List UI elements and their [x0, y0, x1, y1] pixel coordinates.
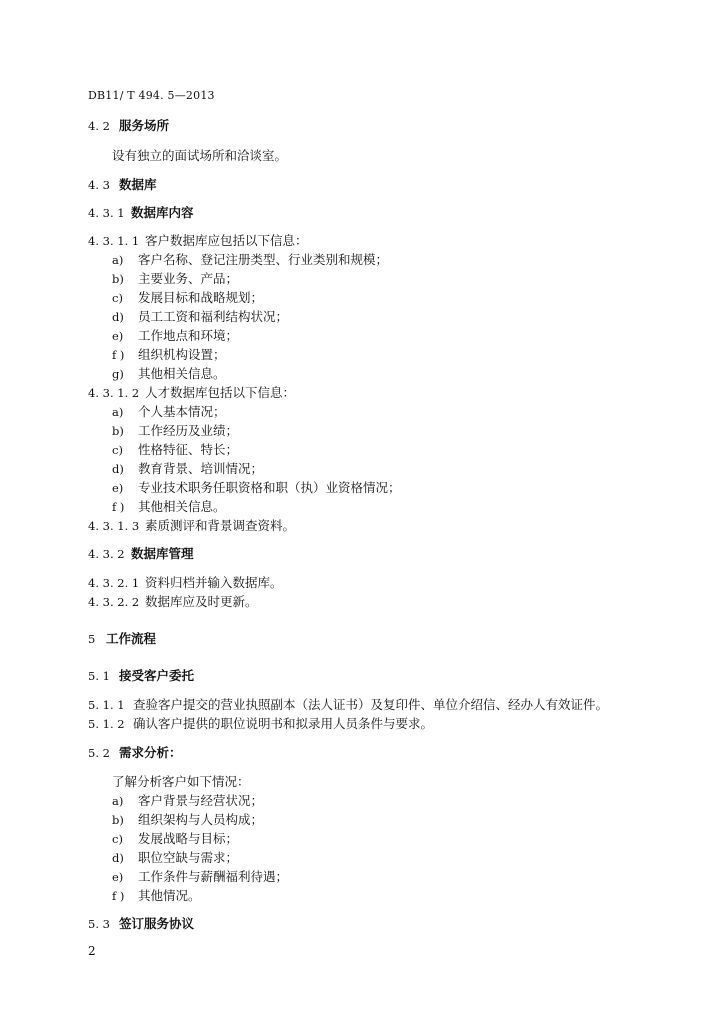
list-item: 主要业务、产品；	[138, 271, 239, 286]
list-letter: e)	[112, 481, 124, 495]
list-letter: c)	[112, 291, 123, 305]
clause-number: 4. 3. 2. 2	[88, 595, 140, 609]
list-letter: a)	[112, 405, 124, 419]
list-item: 员工工资和福利结构状况；	[138, 309, 289, 324]
section-title: 数据库内容	[131, 205, 194, 220]
section-number: 4. 3. 1	[88, 206, 125, 220]
section-number: 4. 3. 2	[88, 547, 125, 561]
list-letter: c)	[112, 832, 123, 846]
list-item: 客户名称、登记注册类型、行业类别和规模；	[138, 252, 389, 267]
clause-text: 素质测评和背景调查资料。	[145, 518, 296, 533]
section-number: 4. 3	[88, 178, 110, 192]
list-item: 教育背景、培训情况；	[138, 461, 264, 476]
list-item: 职位空缺与需求；	[138, 850, 239, 865]
list-letter: c)	[112, 443, 123, 457]
list-letter: a)	[112, 253, 124, 267]
section-number: 5. 3	[88, 917, 110, 931]
list-item: 发展战略与目标；	[138, 831, 239, 846]
list-letter: f )	[112, 500, 125, 514]
section-number: 5. 1	[88, 669, 110, 683]
section-title: 数据库管理	[131, 546, 194, 561]
section-title: 接受客户委托	[119, 668, 195, 683]
clause-text: 人才数据库包括以下信息：	[145, 385, 296, 400]
list-item: 其他相关信息。	[138, 366, 226, 381]
section-title: 签订服务协议	[119, 916, 195, 931]
list-letter: e)	[112, 870, 124, 884]
list-letter: d)	[112, 310, 124, 324]
list-letter: d)	[112, 462, 124, 476]
list-item: 其他情况。	[138, 888, 201, 903]
clause-number: 4. 3. 1. 3	[88, 519, 140, 533]
paragraph: 设有独立的面试场所和洽谈室。	[112, 148, 288, 163]
list-item: 组织机构设置；	[138, 347, 226, 362]
list-item: 性格特征、特长；	[138, 442, 239, 457]
page-number: 2	[88, 944, 96, 958]
list-letter: a)	[112, 794, 124, 808]
clause-number: 5. 1. 1	[88, 698, 125, 712]
clause-number: 4. 3. 1. 2	[88, 386, 140, 400]
list-item: 客户背景与经营状况；	[138, 793, 264, 808]
list-letter: f )	[112, 889, 125, 903]
chapter-number: 5	[88, 632, 96, 646]
list-item: 工作地点和环境；	[138, 328, 239, 343]
paragraph: 了解分析客户如下情况：	[112, 774, 250, 789]
section-title: 数据库	[119, 177, 157, 192]
list-item: 个人基本情况；	[138, 404, 226, 419]
clause-text: 确认客户提供的职位说明书和拟录用人员条件与要求。	[133, 716, 434, 731]
list-item: 工作条件与薪酬福利待遇；	[138, 869, 289, 884]
list-item: 工作经历及业绩；	[138, 423, 239, 438]
section-number: 5. 2	[88, 746, 110, 760]
list-item: 其他相关信息。	[138, 499, 226, 514]
list-item: 发展目标和战略规划；	[138, 290, 264, 305]
standard-header: DB11/ T 494. 5—2013	[88, 89, 215, 102]
clause-number: 5. 1. 2	[88, 717, 125, 731]
clause-text: 客户数据库应包括以下信息：	[145, 233, 308, 248]
clause-number: 4. 3. 2. 1	[88, 576, 140, 590]
list-letter: b)	[112, 424, 124, 438]
clause-text: 查验客户提交的营业执照副本（法人证书）及复印件、单位介绍信、经办人有效证件。	[133, 697, 609, 712]
list-letter: b)	[112, 272, 124, 286]
clause-number: 4. 3. 1. 1	[88, 234, 140, 248]
list-letter: f )	[112, 348, 125, 362]
list-letter: e)	[112, 329, 124, 343]
section-title: 服务场所	[119, 118, 170, 133]
section-number: 4. 2	[88, 119, 110, 133]
clause-text: 数据库应及时更新。	[145, 594, 258, 609]
list-letter: g)	[112, 367, 124, 381]
chapter-title: 工作流程	[106, 631, 157, 646]
list-letter: b)	[112, 813, 124, 827]
list-letter: d)	[112, 851, 124, 865]
clause-text: 资料归档并输入数据库。	[145, 575, 283, 590]
list-item: 专业技术职务任职资格和职（执）业资格情况；	[138, 480, 401, 495]
section-title: 需求分析：	[119, 745, 182, 760]
list-item: 组织架构与人员构成；	[138, 812, 264, 827]
